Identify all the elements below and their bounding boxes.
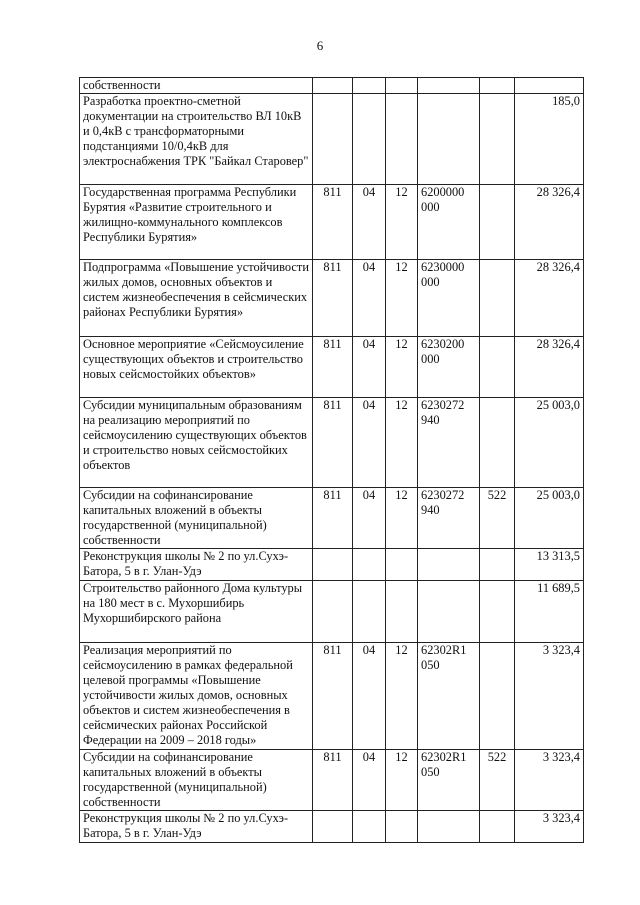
row-podrazdel (386, 94, 418, 185)
row-tsr: 6230200 000 (418, 337, 480, 398)
row-vr (480, 78, 515, 94)
row-summa: 28 326,4 (515, 337, 584, 398)
row-name: Реконструкция школы № 2 по ул.Сухэ-Батора, 5 в г. Улан-Удэ (80, 549, 313, 581)
row-name: Основное мероприятие «Сейсмоусиление существующих объектов и строительство новых сейсмостойких объектов» (80, 337, 313, 398)
row-podrazdel: 12 (386, 398, 418, 488)
row-summa: 3 323,4 (515, 643, 584, 750)
row-name: Подпрограмма «Повышение устойчивости жилых домов, основных объектов и систем жизнеобеспечения в сейсмических районах Республики Бурятия» (80, 260, 313, 337)
page-number: 6 (316, 38, 324, 53)
row-razdel: 04 (353, 185, 386, 260)
table-row (80, 811, 584, 843)
row-summa: 3 323,4 (515, 811, 584, 843)
row-summa: 11 689,5 (515, 581, 584, 643)
row-summa: 185,0 (515, 94, 584, 185)
row-tsr (418, 549, 480, 581)
row-vedomstvo: 811 (313, 750, 353, 811)
row-razdel: 04 (353, 750, 386, 811)
row-podrazdel: 12 (386, 488, 418, 549)
row-podrazdel (386, 581, 418, 643)
table-row (80, 185, 584, 260)
row-podrazdel (386, 78, 418, 94)
row-summa: 28 326,4 (515, 260, 584, 337)
row-vedomstvo: 811 (313, 643, 353, 750)
row-tsr: 6230272 940 (418, 398, 480, 488)
table-row (80, 398, 584, 488)
row-vr (480, 643, 515, 750)
row-podrazdel: 12 (386, 185, 418, 260)
row-vedomstvo (313, 78, 353, 94)
row-tsr (418, 94, 480, 185)
table-row (80, 750, 584, 811)
row-name: Субсидии на софинансирование капитальных вложений в объекты государственной (муниципальной) собственности (80, 750, 313, 811)
row-razdel (353, 94, 386, 185)
table-row (80, 78, 584, 94)
row-tsr: 62302R1 050 (418, 750, 480, 811)
row-vedomstvo (313, 581, 353, 643)
row-summa (515, 78, 584, 94)
row-podrazdel: 12 (386, 337, 418, 398)
row-vedomstvo: 811 (313, 337, 353, 398)
row-tsr: 62302R1 050 (418, 643, 480, 750)
row-podrazdel (386, 811, 418, 843)
row-razdel (353, 78, 386, 94)
row-razdel (353, 811, 386, 843)
row-vedomstvo: 811 (313, 185, 353, 260)
table-row (80, 581, 584, 643)
row-razdel: 04 (353, 488, 386, 549)
row-razdel: 04 (353, 260, 386, 337)
row-tsr (418, 581, 480, 643)
table-row (80, 337, 584, 398)
row-name: Строительство районного Дома культуры на 180 мест в с. Мухоршибирь Мухоршибирского района (80, 581, 313, 643)
table-row (80, 643, 584, 750)
row-vr: 522 (480, 488, 515, 549)
row-vedomstvo (313, 94, 353, 185)
table-row (80, 94, 584, 185)
row-podrazdel (386, 549, 418, 581)
row-tsr: 6230272 940 (418, 488, 480, 549)
row-vr (480, 260, 515, 337)
row-vr (480, 398, 515, 488)
row-vedomstvo: 811 (313, 488, 353, 549)
table-row (80, 488, 584, 549)
row-vr: 522 (480, 750, 515, 811)
row-vedomstvo: 811 (313, 398, 353, 488)
row-name: Субсидии на софинансирование капитальных вложений в объекты государственной (муниципальной) собственности (80, 488, 313, 549)
row-vr (480, 185, 515, 260)
row-razdel (353, 581, 386, 643)
row-tsr: 6200000 000 (418, 185, 480, 260)
row-podrazdel: 12 (386, 260, 418, 337)
row-vr (480, 549, 515, 581)
row-name: Субсидии муниципальным образованиям на реализацию мероприятий по сейсмоусилению существующих объектов и строительство новых сейсмостойких объектов (80, 398, 313, 488)
table-row (80, 260, 584, 337)
row-vedomstvo (313, 811, 353, 843)
budget-table (79, 77, 584, 843)
row-vedomstvo: 811 (313, 260, 353, 337)
row-podrazdel: 12 (386, 643, 418, 750)
row-tsr (418, 78, 480, 94)
row-summa: 25 003,0 (515, 398, 584, 488)
row-razdel: 04 (353, 337, 386, 398)
row-vr (480, 581, 515, 643)
table-row (80, 549, 584, 581)
row-summa: 28 326,4 (515, 185, 584, 260)
row-name: Реализация мероприятий по сейсмоусилению в рамках федеральной целевой программы «Повышение устойчивости жилых домов, основных объектов и систем жизнеобеспечения в сейсмических районах Российской Федерации на 2009 – 2018 годы» (80, 643, 313, 750)
row-podrazdel: 12 (386, 750, 418, 811)
row-summa: 3 323,4 (515, 750, 584, 811)
row-tsr: 6230000 000 (418, 260, 480, 337)
row-vedomstvo (313, 549, 353, 581)
row-razdel (353, 549, 386, 581)
row-razdel: 04 (353, 643, 386, 750)
row-summa: 13 313,5 (515, 549, 584, 581)
row-name: Разработка проектно-сметной документации на строительство ВЛ 10кВ и 0,4кВ с трансформаторными подстанциями 10/0,4кВ для электроснабжения ТРК "Байкал Старовер" (80, 94, 313, 185)
row-tsr (418, 811, 480, 843)
row-vr (480, 811, 515, 843)
row-razdel: 04 (353, 398, 386, 488)
row-name: собственности (80, 78, 313, 94)
row-vr (480, 94, 515, 185)
row-summa: 25 003,0 (515, 488, 584, 549)
row-vr (480, 337, 515, 398)
row-name: Государственная программа Республики Бурятия «Развитие строительного и жилищно-коммунального комплексов Республики Бурятия» (80, 185, 313, 260)
row-name: Реконструкция школы № 2 по ул.Сухэ-Батора, 5 в г. Улан-Удэ (80, 811, 313, 843)
